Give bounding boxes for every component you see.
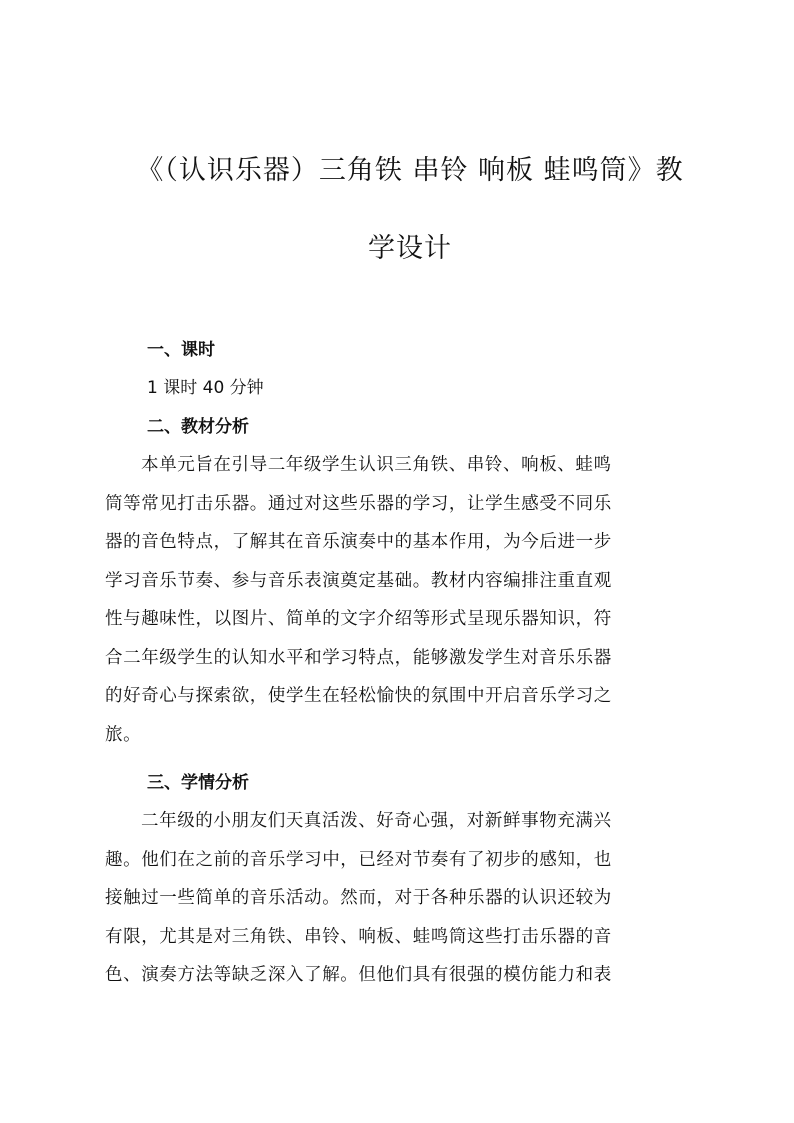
paragraph-line: 本单元旨在引导二年级学生认识三角铁、串铃、响板、蛙鸣 (141, 455, 612, 475)
section-textbook-analysis (105, 408, 705, 754)
document-title-line-2: 学设计 (368, 233, 452, 264)
paragraph-line: 筒等常见打击乐器。通过对这些乐器的学习，让学生感受不同乐 (105, 493, 612, 514)
class-hours-text: 1 课时 40 分钟 (147, 378, 264, 398)
paragraph-line: 接触过一些简单的音乐活动。然而，对于各种乐器的认识还较为 (105, 888, 612, 908)
section-heading: 二、教材分析 (147, 417, 249, 437)
paragraph-line: 性与趣味性，以图片、简单的文字介绍等形式呈现乐器知识，符 (105, 609, 612, 629)
paragraph-line: 有限，尤其是对三角铁、串铃、响板、蛙鸣筒这些打击乐器的音 (105, 926, 612, 947)
section-heading: 一、课时 (147, 340, 215, 360)
section-heading: 三、学情分析 (147, 773, 249, 793)
paragraph-line: 二年级的小朋友们天真活泼、好奇心强，对新鲜事物充满兴 (141, 811, 612, 831)
paragraph-line: 趣。他们在之前的音乐学习中，已经对节奏有了初步的感知，也 (105, 849, 612, 870)
section-learner-analysis (105, 764, 705, 995)
paragraph-line: 器的音色特点，了解其在音乐演奏中的基本作用，为今后进一步 (105, 532, 612, 552)
paragraph-line: 旅。 (105, 724, 142, 745)
learner-analysis-paragraph (105, 802, 705, 995)
paragraph-line: 学习音乐节奏、参与音乐表演奠定基础。教材内容编排注重直观 (105, 570, 612, 591)
document-title-line-1: 《（认识乐器）三角铁 串铃 响板 蛙鸣筒》教 (136, 155, 684, 186)
textbook-analysis-paragraph (105, 446, 705, 754)
paragraph-line: 合二年级学生的认知水平和学习特点，能够激发学生对音乐乐器 (105, 647, 612, 668)
paragraph-line: 色、演奏方法等缺乏深入了解。但他们具有很强的模仿能力和表 (105, 965, 612, 985)
paragraph-line: 的好奇心与探索欲，使学生在轻松愉快的氛围中开启音乐学习之 (105, 686, 612, 706)
section-class-hours (105, 331, 705, 407)
